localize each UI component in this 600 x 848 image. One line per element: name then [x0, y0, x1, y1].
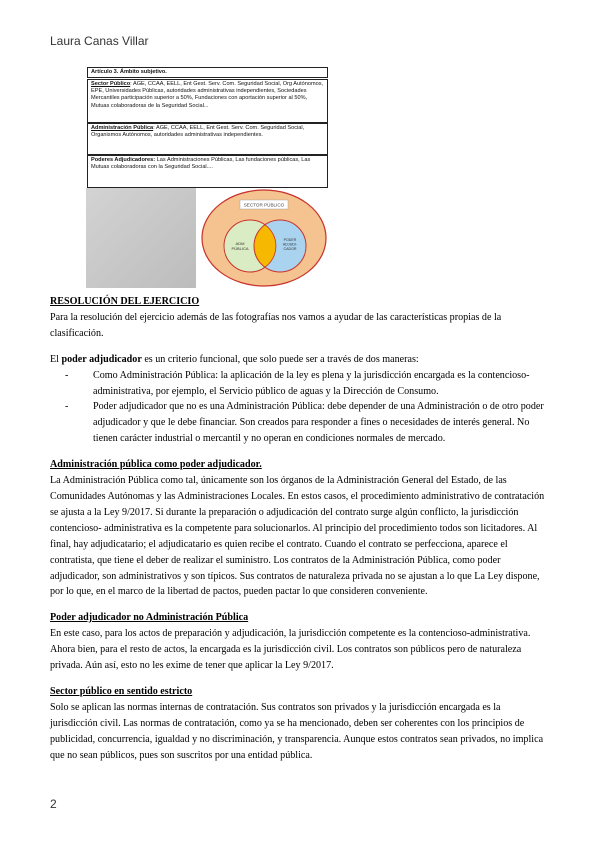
venn-right-label-1: PODER: [283, 238, 297, 242]
no-admin-publica-heading: Poder adjudicador no Administración Pública: [50, 612, 249, 624]
pa-bold-term: poder adjudicador: [61, 353, 142, 365]
poder-adjudicador-list: [50, 368, 550, 448]
venn-left-label-2: PÚBLICA: [231, 246, 249, 251]
sector-publico-text: : AGE, CCAA, EELL, Ent Gest. Serv. Com. Seguridad Social, Org Autónomos, EPE, Universidades Públicas, autoridades administrativas independientes, Sociedades Mercantiles participación superior a 50%, Fundaciones con aportación superior al 50%, Mutuas colaboradoras de la Seguridad Social...: [91, 81, 324, 109]
list-item-text: Poder adjudicador que no es una Administración Pública: debe depender de una Administración o de otro poder adjudicador y que le debe financiar. Son creados para responder a fines o necesidades de interés general. No tienen carácter industrial o mercantil y no operan en condiciones normales de mercado.: [93, 401, 544, 445]
list-item: [50, 399, 550, 447]
sector-publico-heading: Sector público en sentido estricto: [50, 685, 193, 697]
resolucion-intro: Para la resolución del ejercicio además de las fotografías nos vamos a ayudar de las características propias de la clasificación.: [50, 311, 502, 339]
sector-publico-box: [87, 79, 328, 123]
list-dash: -: [65, 401, 69, 413]
poderes-adjudicadores-text: Las Administraciones Públicas, Las fundaciones públicas, Las Mutuas colaboradoras con la Seguridad Social....: [91, 157, 311, 171]
poder-adjudicador-paragraph: [50, 352, 550, 368]
admin-publica-body: La Administración Pública como tal, únicamente son los órganos de la Administración General del Estado, de las Comunidades Autónomas y las Administraciones Locales. En estos casos, el procedimiento administrativo de contratación se ajusta a la Ley 9/2017. Si durante la preparación o adjudicación del contrato surge algún conflicto, la jurisdicción contencioso- administrativa es la competente para solucionarlos. Al principio del procedimiento todos son licitadores. Al final, hay adjudicatario; el adjudicatario es quien recibe el contrato. Cuando el contrato se perfecciona, aparece el contratista, que tiene el deber de realizar el suministro. Los contratos de la Administración Pública, como poder adjudicador, son administrativos y son típicos. Sus contratos de naturaleza privada no se ajustan a lo que La Ley dispone, por lo que, en el marco de la libertad de pactos, pueden pactar lo que consideren conveniente.: [50, 475, 545, 598]
resolucion-heading: RESOLUCIÓN DEL EJERCICIO: [50, 296, 200, 307]
venn-diagram: [200, 188, 328, 288]
venn-right-label-3: CADOR: [283, 247, 297, 251]
venn-right-label-2: ADJUDI-: [282, 242, 298, 247]
sector-publico-label: Sector Público: [91, 81, 131, 87]
pa-text-before: El: [50, 353, 62, 365]
venn-outer-label: SECTOR PÚBLICO: [243, 202, 285, 208]
list-item-text: Como Administración Pública: la aplicación de la ley es plena y la jurisdicción encargada es la contencioso-administrativa, por ejemplo, el Servicio público de aguas y la Dirección de Consumo.: [93, 369, 530, 397]
no-admin-publica-body: En este caso, para los actos de preparación y adjudicación, la jurisdicción competente es la contencioso-administrativa. Ahora bien, para el resto de actos, la encargada es la jurisdicción civil. Los contratos son públicos pero de naturaleza privada. Aún así, esto no les exime de tener que aplicar la Ley 9/2017.: [50, 628, 531, 672]
author-name: Laura Canas Villar: [50, 34, 149, 48]
administracion-publica-box: [87, 123, 328, 155]
admin-publica-heading: Administración pública como poder adjudicador.: [50, 459, 262, 471]
gray-image-placeholder: [86, 188, 196, 288]
list-dash: -: [65, 369, 69, 381]
list-item: [50, 368, 550, 400]
poderes-adjudicadores-box: [87, 155, 328, 188]
ambito-subjetivo-figure: [86, 64, 330, 290]
page-number: 2: [50, 797, 57, 811]
poderes-adjudicadores-label: Poderes Adjudicadores:: [91, 157, 156, 163]
sector-publico-body: Solo se aplican las normas internas de contratación. Sus contratos son privados y la jurisdicción encargada es la jurisdicción civil. Las normas de contratación, como ya se ha mencionado, deben ser coherentes con los principios de publicidad, concurrencia, igualdad y no discriminación, y transparencia. Aunque estos contratos sean privados, no implica que no sean públicos, pues son suscritos por una entidad pública.: [50, 701, 544, 761]
document-body: [50, 294, 550, 763]
administracion-publica-text: : AGE, CCAA, EELL, Ent Gest. Serv. Com. Seguridad Social, Organismos Autónomos, autoridades administrativas independientes.: [91, 125, 305, 139]
figure-title: Artículo 3. Ámbito subjetivo.: [87, 67, 328, 78]
administracion-publica-label: Administración Pública: [91, 125, 154, 131]
pa-text-after: es un criterio funcional, que solo puede ser a través de dos maneras:: [141, 353, 419, 365]
venn-left-label-1: ADM: [235, 241, 245, 246]
